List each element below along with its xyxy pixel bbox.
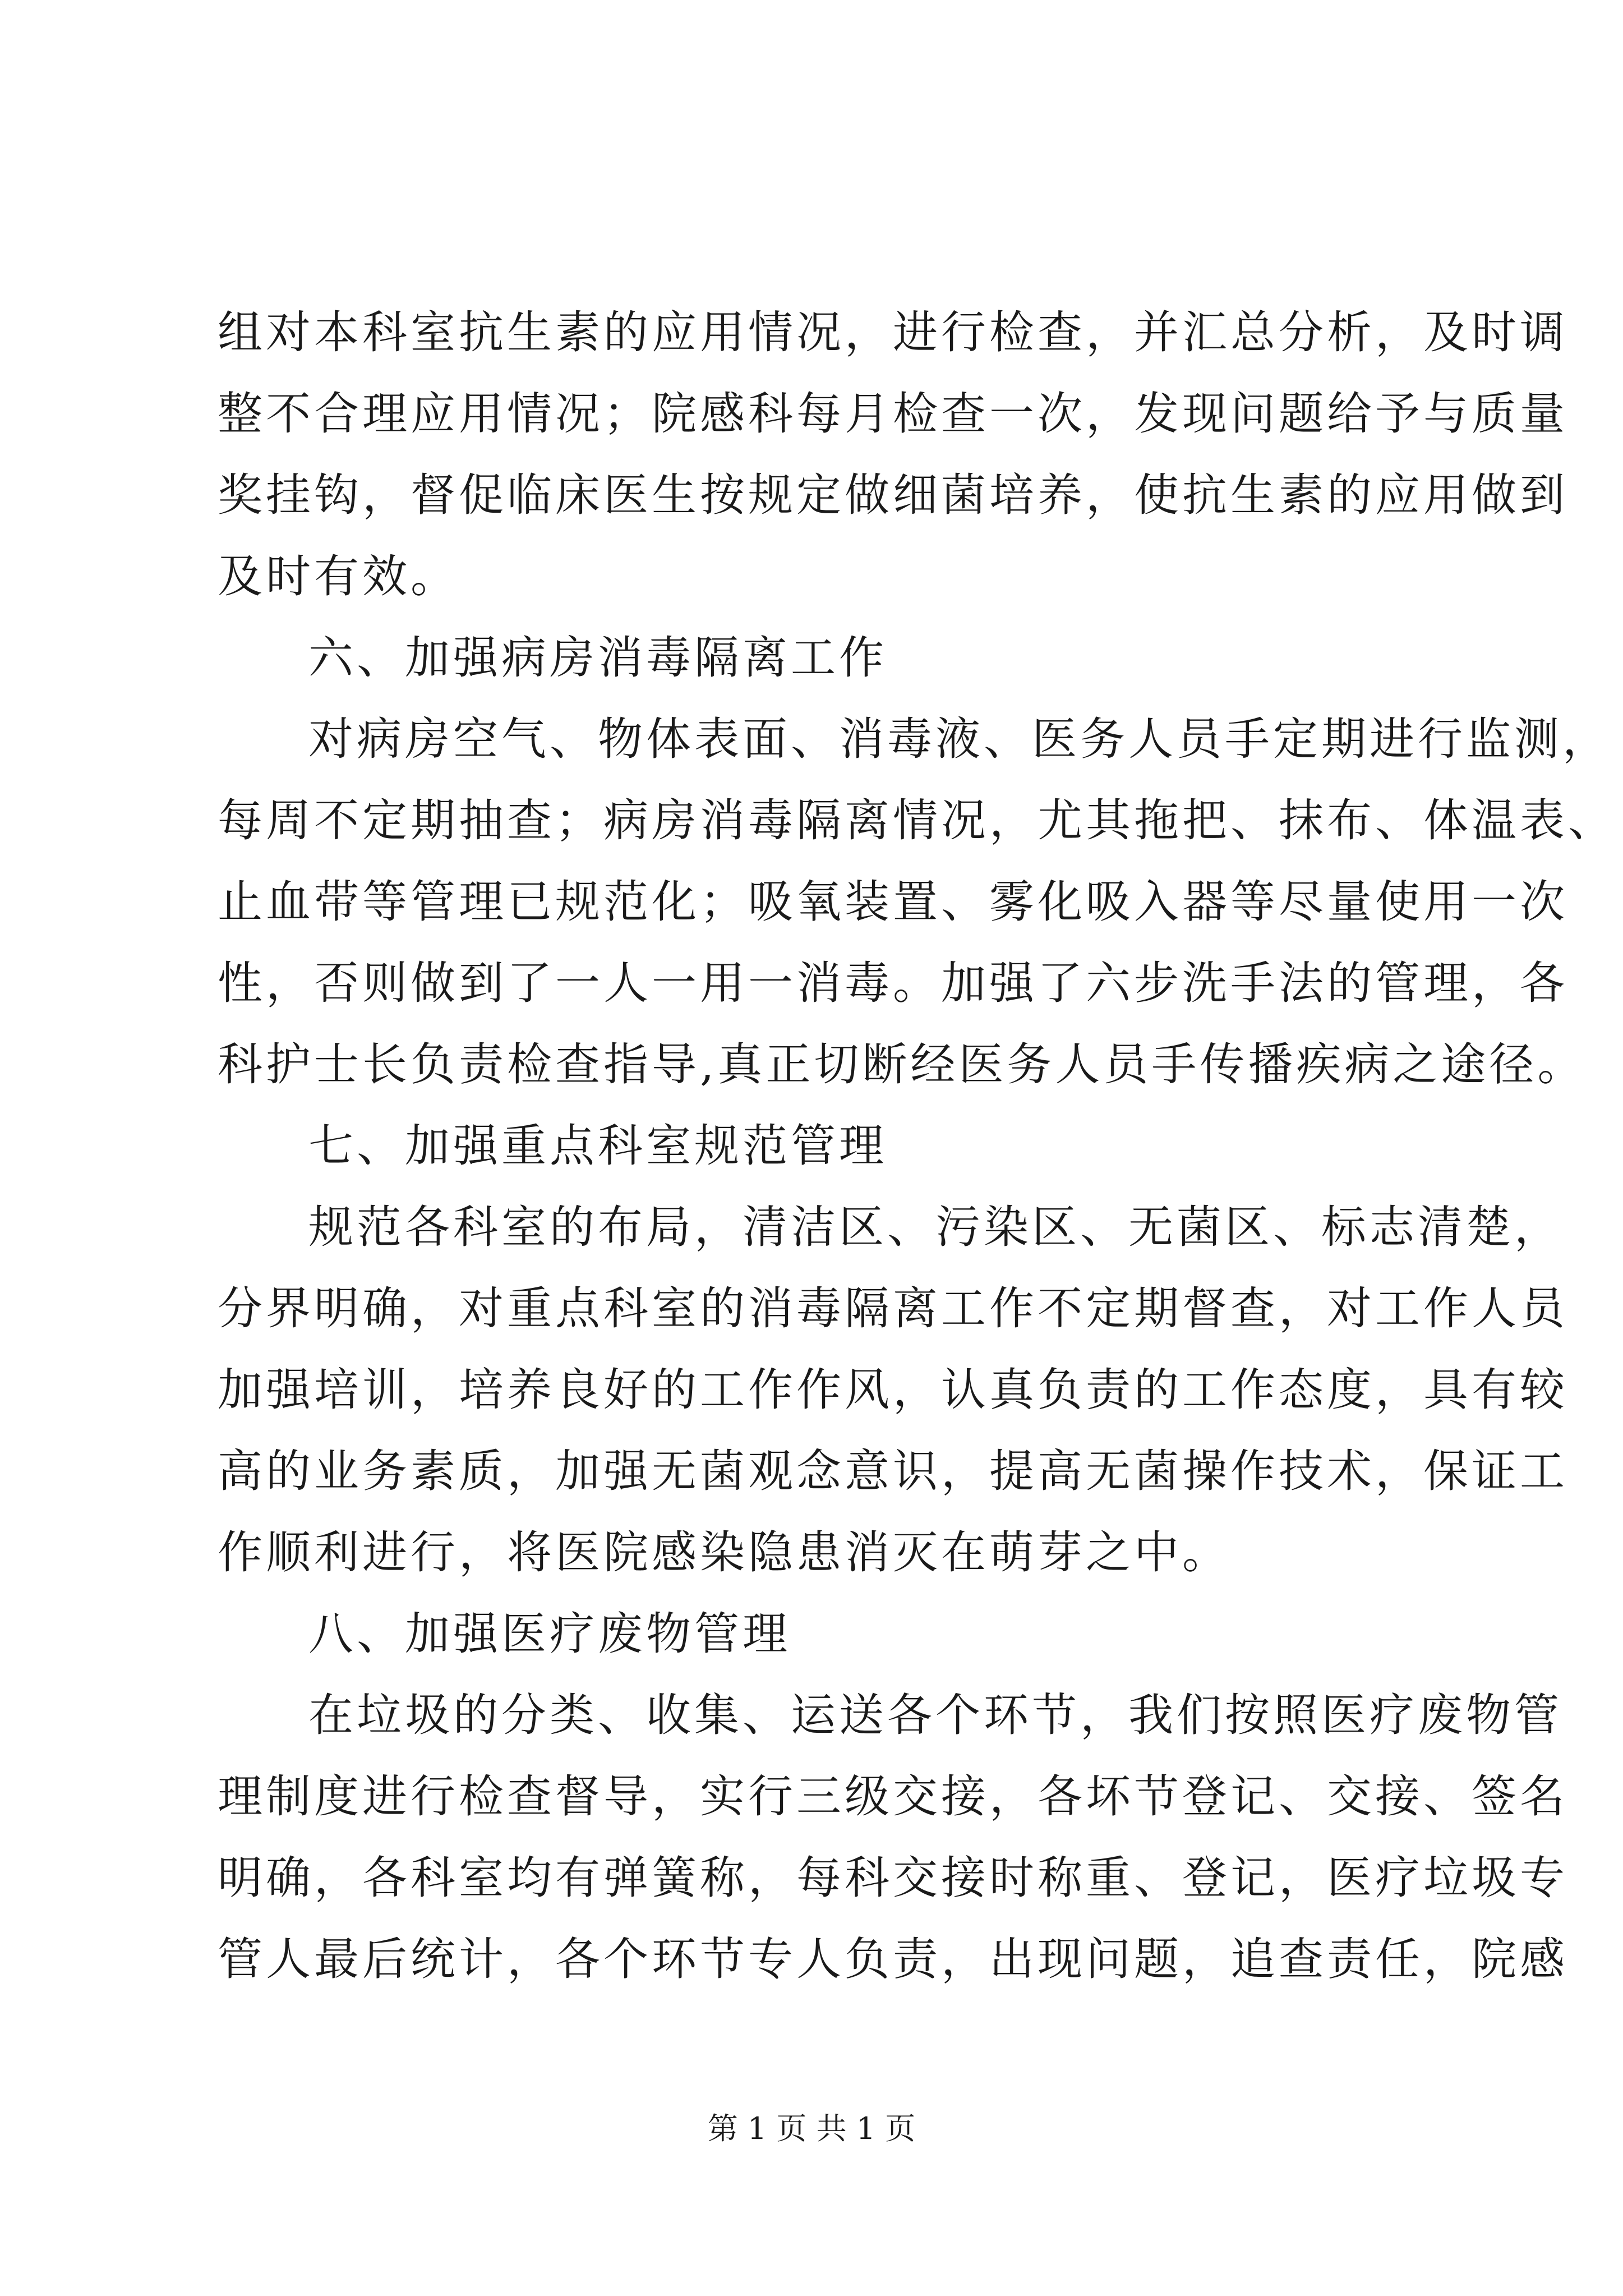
text-line: 规范各科室的布局，清洁区、污染区、无菌区、标志清楚， [308, 1201, 1562, 1253]
text-line: 分界明确，对重点科室的消毒隔离工作不定期督查，对工作人员 [218, 1282, 1568, 1335]
text-line: 及时有效。 [218, 550, 459, 602]
section-heading: 八、加强医疗废物管理 [308, 1608, 791, 1660]
text-line: 管人最后统计，各个环节专人负责，出现问题，追查责任，院感 [218, 1933, 1568, 1985]
page-footer: 第 1 页 共 1 页 [707, 2111, 916, 2146]
text-line: 整不合理应用情况；院感科每月检查一次，发现问题给予与质量 [218, 388, 1568, 440]
text-line: 加强培训，培养良好的工作作风，认真负责的工作态度，具有较 [218, 1364, 1568, 1416]
text-line: 理制度进行检查督导，实行三级交接，各坏节登记、交接、签名 [218, 1770, 1568, 1823]
text-line: 在垃圾的分类、收集、运送各个环节，我们按照医疗废物管 [308, 1689, 1562, 1741]
text-line: 科护士长负责检查指导,真正切断经医务人员手传播疾病之途径。 [218, 1038, 1586, 1091]
text-line: 组对本科室抗生素的应用情况，进行检查，并汇总分析，及时调 [218, 306, 1568, 358]
text-line: 性，否则做到了一人一用一消毒。加强了六步洗手法的管理，各 [218, 957, 1568, 1009]
text-line: 作顺利进行，将医院感染隐患消灭在萌芽之中。 [218, 1526, 1230, 1579]
text-line: 止血带等管理已规范化；吸氧装置、雾化吸入器等尽量使用一次 [218, 876, 1568, 928]
section-heading: 七、加强重点科室规范管理 [308, 1120, 887, 1172]
text-line: 高的业务素质，加强无菌观念意识，提高无菌操作技术，保证工 [218, 1445, 1568, 1497]
text-line: 奖挂钩，督促临床医生按规定做细菌培养，使抗生素的应用做到 [218, 469, 1568, 521]
text-line: 每周不定期抽查；病房消毒隔离情况，尤其拖把、抹布、体温表、 [218, 794, 1616, 846]
document-body [218, 292, 1616, 2000]
text-line: 明确，各科室均有弹簧称，每科交接时称重、登记，医疗垃圾专 [218, 1852, 1568, 1904]
text-line: 对病房空气、物体表面、消毒液、医务人员手定期进行监测， [308, 713, 1611, 765]
section-heading: 六、加强病房消毒隔离工作 [308, 632, 887, 684]
